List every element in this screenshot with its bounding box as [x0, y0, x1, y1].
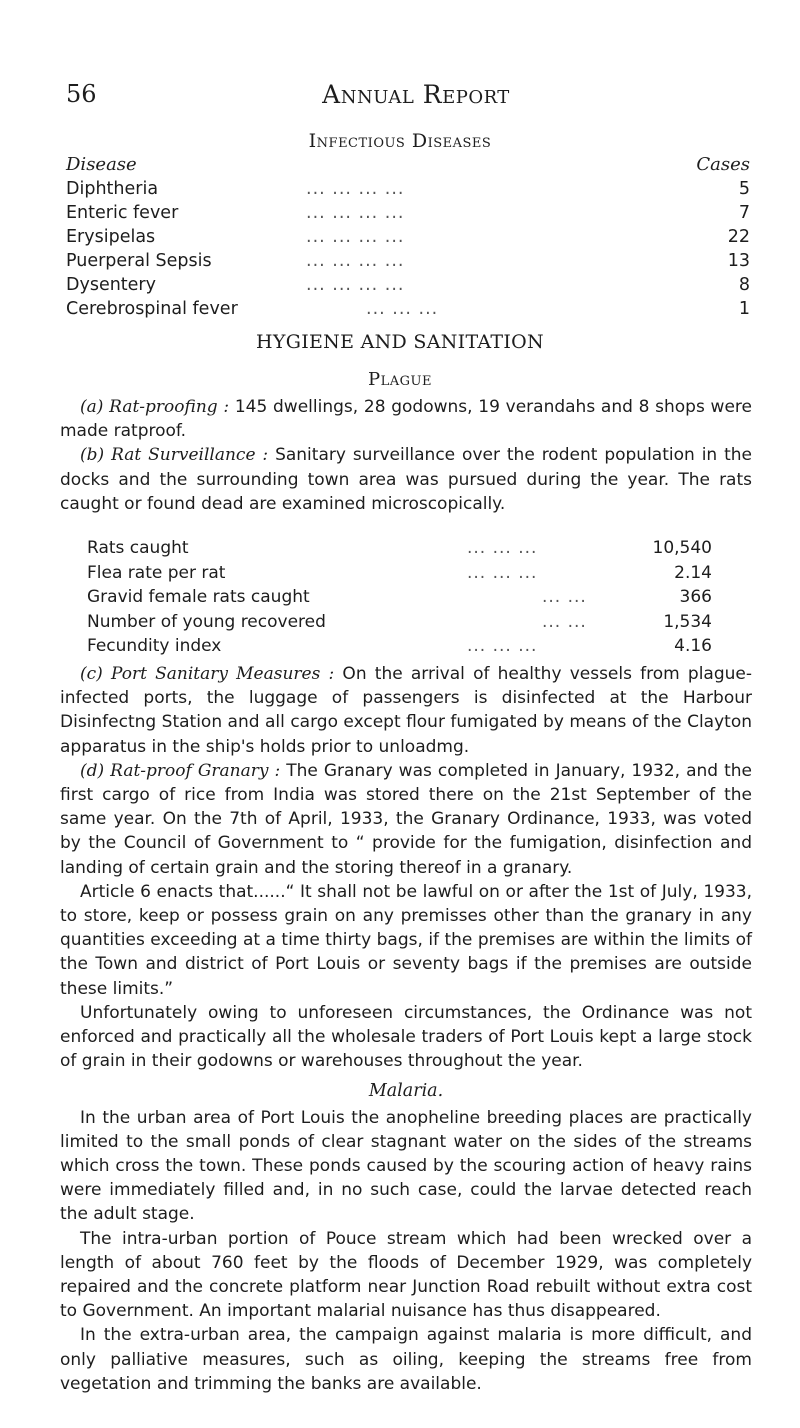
- leader-dots: ... ... ...: [467, 562, 538, 583]
- stat-label: Fecundity index: [87, 636, 222, 656]
- table-row: [87, 587, 712, 612]
- leader-dots: ... ...: [542, 587, 587, 607]
- paragraph-port-sanitary: [60, 662, 752, 759]
- leader-dots: ... ...: [542, 611, 587, 632]
- disease-name: Enteric fever: [66, 203, 182, 223]
- paragraph-label: (b) Rat Surveillance :: [80, 445, 269, 466]
- table-row: [87, 538, 712, 563]
- leader-dots: ... ... ...: [467, 636, 538, 656]
- stat-value: 366: [679, 587, 712, 607]
- plague-subsection-title: Plague: [368, 369, 432, 390]
- paragraph-rat-surveillance: [60, 443, 752, 516]
- stat-label: Gravid female rats caught: [87, 587, 310, 607]
- disease-name: Dysentery: [66, 275, 160, 295]
- case-count: 5: [738, 179, 750, 199]
- disease-name: Erysipelas: [66, 227, 159, 247]
- paragraph-text: 145 dwellings, 28 godowns, 19 verandahs and 8 shops were made ratproof.: [60, 397, 752, 442]
- cases-column-header: Cases: [696, 154, 750, 175]
- stat-value: 10,540: [652, 538, 712, 558]
- paragraph-rat-proofing: [60, 395, 752, 443]
- page-header: [66, 80, 766, 116]
- table-row: [66, 251, 750, 275]
- table-row: [66, 299, 750, 323]
- paragraph-article-6: Article 6 enacts that......“ It shall not be lawful on or after the 1st of July, 1933, to store, keep or possess grain on any premisses other than the granary in any quantities exceeding at a time thirty bags, if the premises are within the limits of the Town and district of Port Louis or seventy bags if the premises are outside these limits.”: [60, 881, 752, 999]
- infectious-diseases-table: [66, 154, 750, 323]
- paragraph-text: The Granary was completed in January, 1932, and the first cargo of rice from India was stored there on the 21st September of the same year. On the 7th of April, 1933, the Granary Ordinance, 1933, was voted by the Council of Government to “ provide for the fumigation, disinfection and landing of certain grain and the storing thereof in a granary.: [60, 760, 752, 878]
- paragraph-pouce-stream: The intra-urban portion of Pouce stream which had been wrecked over a length of about 760 feet by the floods of December 1929, was completely repaired and the concrete platform near Junction Road rebuilt without extra cost to Government. An important malarial nuisance has thus disappeared.: [60, 1228, 752, 1322]
- paragraph-label: (a) Rat-proofing :: [80, 397, 230, 417]
- leader-dots: ... ... ...: [467, 538, 538, 558]
- case-count: 13: [727, 251, 750, 271]
- paragraph-granary: [60, 759, 752, 880]
- table-row: [87, 563, 712, 588]
- running-title: Annual Report: [322, 80, 510, 109]
- plague-paragraphs-top: [60, 395, 752, 516]
- paragraph-label: (c) Port Sanitary Measures :: [80, 664, 335, 684]
- table-row: [87, 612, 712, 637]
- case-count: 22: [727, 227, 750, 247]
- page-number: 56: [66, 80, 97, 108]
- stat-label: Number of young recovered: [87, 611, 326, 632]
- leader-dots: ... ... ... ...: [306, 251, 405, 271]
- paragraph-unfortunately: Unfortunately owing to unforeseen circumstances, the Ordinance was not enforced and practically all the wholesale traders of Port Louis kept a large stock of grain in their godowns or warehouses throughout the year.: [60, 1002, 752, 1072]
- rat-statistics-table: [87, 538, 712, 661]
- stat-label: Rats caught: [87, 538, 189, 558]
- table-header: [66, 154, 750, 179]
- paragraph-text: On the arrival of healthy vessels from plague-infected ports, the luggage of passengers is disinfected at the Harbour Disinfectng Station and all cargo except flour fumigated by means of the Clayton apparatus in the ship's holds prior to unloadmg.: [60, 664, 752, 757]
- malaria-subsection-title: Malaria.: [368, 1081, 444, 1102]
- infectious-diseases-title: Infectious Diseases: [308, 130, 492, 152]
- table-row: [66, 227, 750, 251]
- paragraph-label: (d) Rat-proof Granary :: [80, 760, 281, 781]
- stat-label: Flea rate per rat: [87, 562, 226, 583]
- case-count: 1: [738, 299, 750, 319]
- paragraph-text: Sanitary surveillance over the rodent population in the docks and the surrounding town area was pursued during the year. The rats caught or found dead are examined microscopically.: [60, 445, 753, 514]
- table-row: [66, 179, 750, 203]
- stat-value: 2.14: [674, 562, 712, 583]
- plague-paragraphs-bottom: [60, 662, 752, 1396]
- case-count: 8: [738, 275, 750, 295]
- case-count: 7: [738, 203, 750, 223]
- disease-name: Puerperal Sepsis: [66, 251, 216, 271]
- leader-dots: ... ... ...: [366, 299, 439, 319]
- leader-dots: ... ... ... ...: [306, 275, 405, 295]
- paragraph-malaria-urban: In the urban area of Port Louis the anopheline breeding places are practically limited to the small ponds of clear stagnant water on the sides of the streams which cross the town. These ponds caused by the scouring action of heavy rains were immediately filled and, in no such case, could the larvae detected reach the adult stage.: [60, 1107, 752, 1225]
- table-row: [66, 275, 750, 299]
- table-row: [66, 203, 750, 227]
- leader-dots: ... ... ... ...: [306, 227, 405, 247]
- stat-value: 1,534: [663, 611, 712, 632]
- leader-dots: ... ... ... ...: [306, 203, 405, 223]
- disease-name: Cerebrospinal fever: [66, 299, 242, 319]
- disease-column-header: Disease: [66, 154, 137, 175]
- leader-dots: ... ... ... ...: [306, 179, 405, 199]
- hygiene-section-title: HYGIENE AND SANITATION: [256, 331, 544, 353]
- table-row: [87, 636, 712, 661]
- disease-name: Diphtheria: [66, 179, 162, 199]
- stat-value: 4.16: [674, 636, 712, 656]
- paragraph-extra-urban: In the extra-urban area, the campaign against malaria is more difficult, and only palliative measures, such as oiling, keeping the streams free from vegetation and trimming the banks are available.: [60, 1325, 752, 1394]
